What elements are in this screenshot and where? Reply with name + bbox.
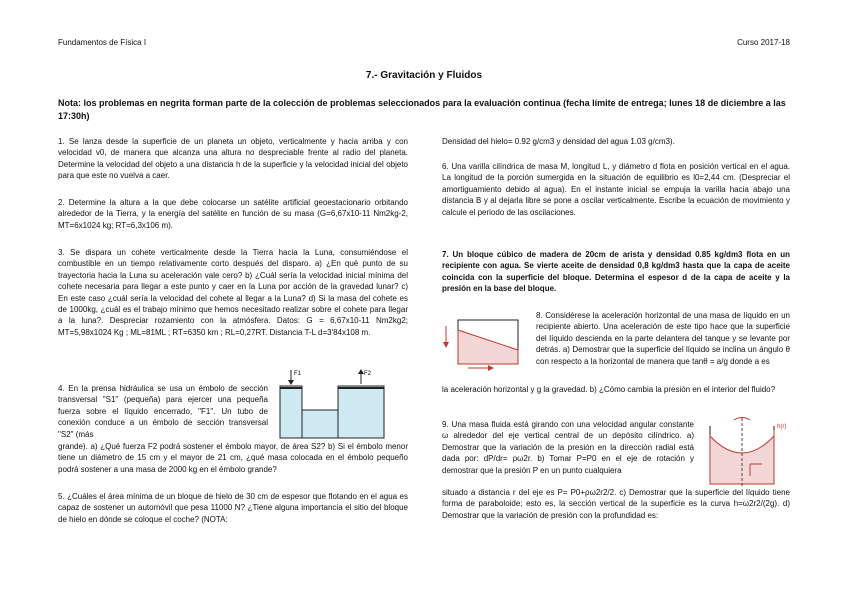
problem-7: 7. Un bloque cúbico de madera de 20cm de arista y densidad 0.85 kg/dm3 flota en un recipiente con agua. Se vierte aceite de densidad 0,8 kg/dm3 hasta que la capa de aceite coincida con la superficie del bloque. Determina el espesor d de la capa de aceite y la presión en la base del bloque. — [442, 250, 790, 294]
hydraulic-press-figure — [272, 366, 392, 444]
nota-paragraph: Nota: los problemas en negrita forman parte de la colección de problemas seleccionados para la evaluación continua (fecha límite de entrega; lunes 18 de diciembre a las 17:30h) — [58, 98, 786, 121]
rotating-cylinder-figure — [700, 412, 790, 492]
label-f2: F2 — [364, 371, 372, 377]
problem-4-rest: grande). a) ¿Qué fuerza F2 podrá sostener el émbolo mayor, de área S2? b) Si el émbolo menor tiene un diámetro de 15 cm y el mayor de 21 cm, ¿qué masa colocada en el émbolo pequeño podrá sostener a una masa de 2000 kg en el émbolo grande? — [58, 442, 408, 474]
problem-9-rest: situado a distancia r del eje es P= P0+ρω2r2/2. c) Demostrar que la superficie del líquido tiene forma de paraboloide; esto es, la sección vertical de la superficie es la curva h=ω2r2/(2g). d) Demostrar que la variación de presión con la profundidad es: — [442, 488, 790, 520]
problem-9-intro: 9. Una masa fluida está girando con una velocidad angular constante ω alrededor del eje vertical central de un depósito cilíndrico. a) Demostrar que la variación de la presión en la dirección radial está dada por: dP/dr= ρω2r. b) Tomar P=P0 en el eje de rotación y demostrar que la presión P en un punto cualquiera — [442, 420, 694, 475]
problem-5: 5. ¿Cuáles el área mínima de un bloque de hielo de 30 cm de espesor que flotando en el agua es capaz de sostener un automóvil que pesa 11000 N? ¿Tiene alguna importancia el sitio del bloque de hielo en dónde se coloque el coche? (NOTA: — [58, 492, 408, 524]
header-course: Fundamentos de Física I — [58, 38, 147, 47]
label-f1: F1 — [294, 371, 302, 377]
problem-4-intro: 4. En la prensa hidráulica se usa un émbolo de sección transversal "S1" (pequeña) para ejercer una pequeña fuerza sobre el líquido encerrado, "F1". Un tubo de conexión conduce a un émbolo de sección transversal "S2" (más — [58, 384, 268, 439]
accelerating-tank-figure — [440, 312, 528, 372]
label-h-of-r: h(r) — [777, 424, 787, 430]
problem-1: 1. Se lanza desde la superficie de un planeta un objeto, verticalmente y hacia arriba y con velocidad v0, de manera que alcanza una altura no despreciable frente al radio del planeta. Determine la velocidad del objeto a una distancia h de la superficie y la velocidad inicial del objeto para que este no vuelva a caer. — [58, 137, 408, 181]
header-year: Curso 2017-18 — [737, 38, 790, 47]
problem-8-rest: la aceleración horizontal y g la gravedad. b) ¿Cómo cambia la presión en el interior del fluido? — [442, 385, 776, 394]
problem-6: 6. Una varilla cilíndrica de masa M, longitud L, y diámetro d flota en posición vertical en el agua. La longitud de la porción sumergida en la situación de equilibrio es l0=2,44 cm. (Despreciar el amortiguamiento debido al agua). En el instante inicial se empuja la varilla hacia abajo una distancia B y al dejarla libre se pone a oscilar verticalmente. Escribe la ecuación de movimiento y calcule el periodo de las oscilaciones. — [442, 162, 790, 217]
problem-8-intro: 8. Considérese la aceleración horizontal de una masa de líquido en un recipiente abierto. Una aceleración de este tipo hace que la superficie del líquido descienda en la parte delantera del tanque y se levante por detrás. a) Demostrar que la superficie del líquido se inclina un ángulo θ con respecto a la horizontal de manera que tanθ = a/g donde a es — [536, 311, 790, 366]
problem-5-continued: Densidad del hielo= 0.92 g/cm3 y densidad del agua 1.03 g/cm3). — [442, 137, 675, 146]
page-title: 7.- Gravitación y Fluidos — [365, 70, 483, 81]
problem-2: 2. Determine la altura a la que debe colocarse un satélite artificial geoestacionario orbitando alrededor de la Tierra, y la energía del satélite en función de su masa (G=6,67x10-11 Nm2kg-2, MT=6x1024 kg; RT=6,3x106 m). — [58, 198, 408, 230]
problem-3: 3. Se dispara un cohete verticalmente desde la Tierra hacia la Luna, consumiéndose el combustible en un tiempo relativamente corto después del disparo. a) ¿En qué punto de su trayectoria hacia la Luna su aceleración vale cero? b) ¿Cuál sería la velocidad inicial mínima del cohete necesaria para llegar a este punto y caer en la Luna por acción de la gravedad lunar? c) En este caso ¿cuál sería la velocidad del cohete al llegar a la Luna? d) Si la masa del cohete es de 1000kg, ¿cuál es el trabajo mínimo que hemos necesitado realizar sobre el cohete para llegar a la luna?. Despreciar rozamiento con la atmósfera. Datos: G = 6,67x10-11 Nm2kg2; MT=5,98x1024 Kg ; ML=81ML ; RT=6350 km ; RL=0,27RT. Distancia T-L d=3'84x108 m. — [58, 248, 408, 337]
